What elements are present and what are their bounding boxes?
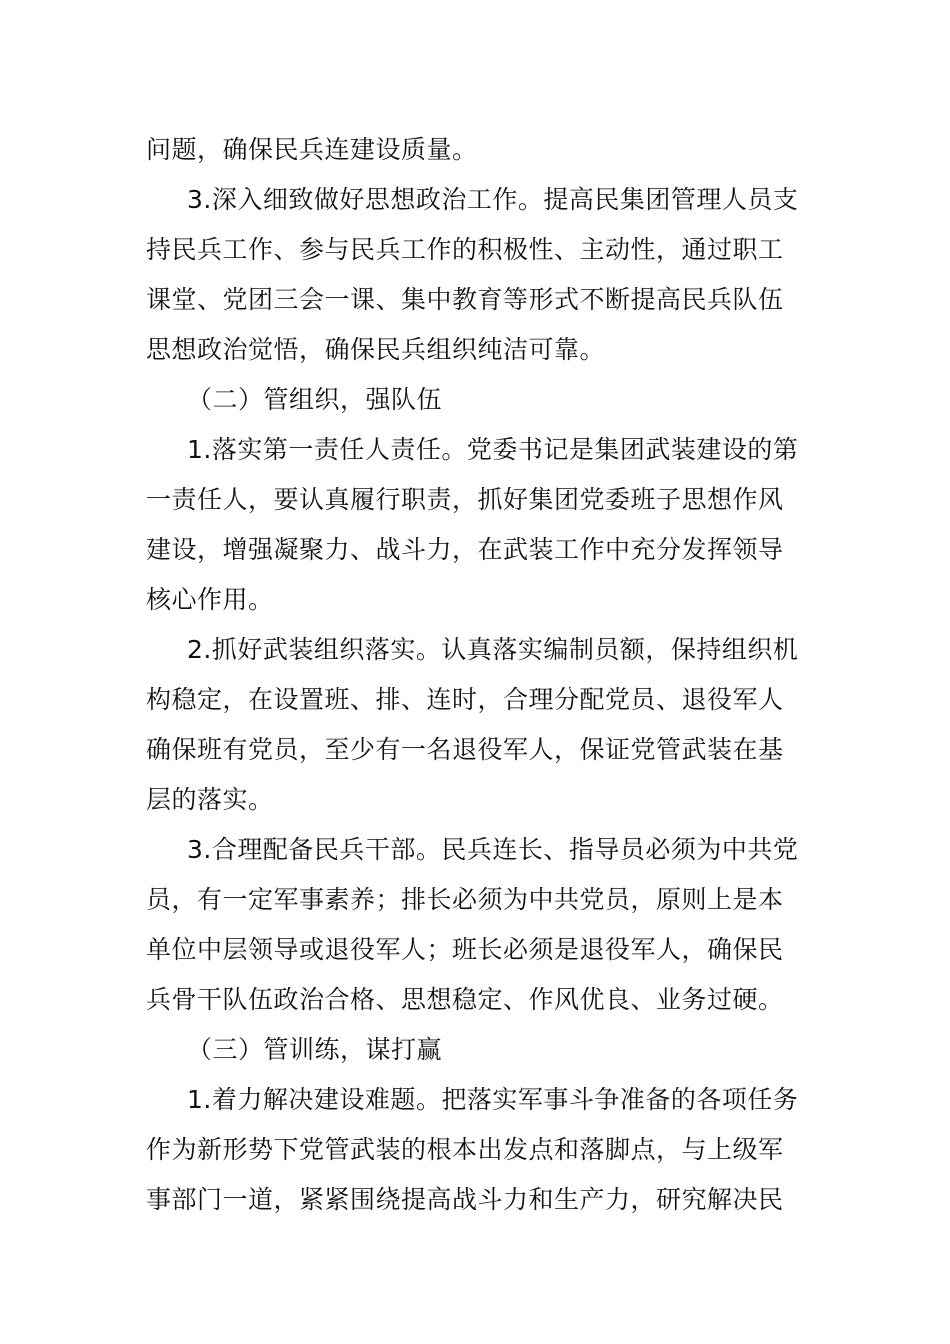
paragraph-start: 2.抓好武装组织落实。认真落实编制员额，保持组织机 (187, 635, 799, 664)
item-number: 1. (187, 435, 212, 464)
paragraph-start: 1.落实第一责任人责任。党委书记是集团武装建设的第 (187, 435, 799, 464)
section-heading: （二）管组织，强队伍 (187, 385, 443, 414)
text-line: 事部门一道，紧紧围绕提高战斗力和生产力，研究解决民 (146, 1185, 784, 1214)
text-line: 核心作用。 (146, 585, 274, 614)
item-number: 1. (187, 1085, 212, 1114)
section-heading: （三）管训练，谋打赢 (187, 1035, 443, 1064)
text-line: 一责任人，要认真履行职责，抓好集团党委班子思想作风 (146, 485, 784, 514)
text-line: 单位中层领导或退役军人；班长必须是退役军人，确保民 (146, 935, 784, 964)
text-line: 建设，增强凝聚力、战斗力，在武装工作中充分发挥领导 (146, 535, 784, 564)
text-line: 思想政治觉悟，确保民兵组织纯洁可靠。 (146, 335, 606, 364)
text-line: 作为新形势下党管武装的根本出发点和落脚点，与上级军 (146, 1135, 784, 1164)
item-number: 3. (187, 835, 212, 864)
item-number: 2. (187, 635, 212, 664)
text-line: 持民兵工作、参与民兵工作的积极性、主动性，通过职工 (146, 235, 784, 264)
text-line: 问题，确保民兵连建设质量。 (146, 135, 478, 164)
item-number: 3. (187, 185, 212, 214)
paragraph-start: 3.合理配备民兵干部。民兵连长、指导员必须为中共党 (187, 835, 799, 864)
text-line: 兵骨干队伍政治合格、思想稳定、作风优良、业务过硬。 (146, 985, 784, 1014)
text-line: 确保班有党员，至少有一名退役军人，保证党管武装在基 (146, 735, 784, 764)
text-line: 员，有一定军事素养；排长必须为中共党员，原则上是本 (146, 885, 784, 914)
text-line: 层的落实。 (146, 785, 274, 814)
paragraph-start: 1.着力解决建设难题。把落实军事斗争准备的各项任务 (187, 1085, 799, 1114)
text-line: 课堂、党团三会一课、集中教育等形式不断提高民兵队伍 (146, 285, 784, 314)
text-line: 构稳定，在设置班、排、连时，合理分配党员、退役军人 (146, 685, 784, 714)
paragraph-start: 3.深入细致做好思想政治工作。提高民集团管理人员支 (187, 185, 799, 214)
